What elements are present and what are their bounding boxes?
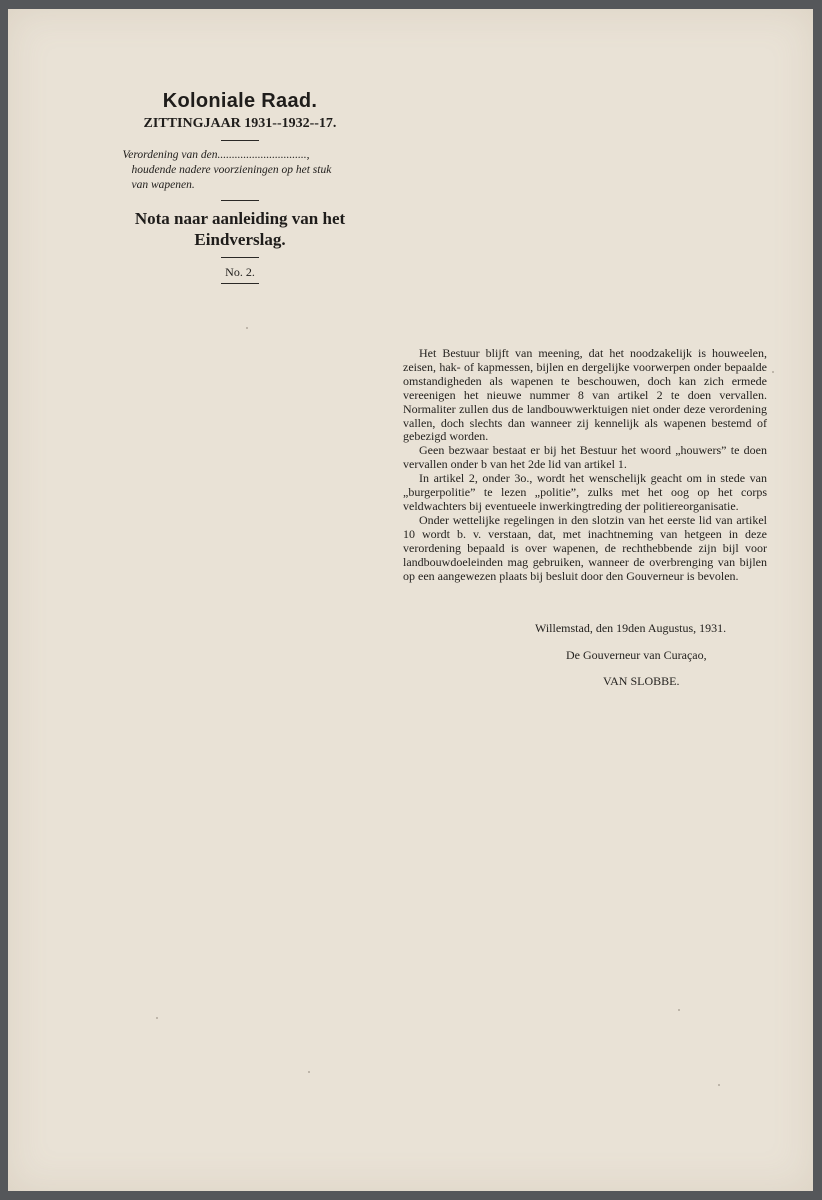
- body-text: [403, 347, 767, 583]
- paragraph: Het Bestuur blijft van meening, dat het noodzakelijk is houweelen, zeisen, hak- of kapmessen, bijlen en dergelijke voorwerpen onder bepaalde omstandigheden als wapenen te beschouwen, doch kan zich ermede vereenigen het nieuwe nummer 8 van artikel 2 te doen vervallen. Normaliter zullen dus de landbouwwerktuigen niet onder deze verordening vallen, doch slechts dan wanneer zij kennelijk als wapenen bestemd of gebezigd worden.: [403, 346, 767, 444]
- divider: [221, 200, 259, 201]
- paper-speck: [156, 1017, 158, 1019]
- document-title-line: Eindverslag.: [194, 230, 286, 249]
- place-date: Willemstad, den 19den Augustus, 1931.: [535, 621, 727, 635]
- document-title: [100, 208, 380, 250]
- document-number: No. 2.: [225, 265, 255, 279]
- document-header: [100, 89, 380, 294]
- session-year: ZITTINGJAAR 1931--1932--17.: [143, 116, 337, 131]
- signatory-title: De Gouverneur van Curaçao,: [566, 648, 707, 662]
- paper-speck: [772, 371, 774, 373]
- divider: [221, 140, 259, 141]
- paragraph: Onder wettelijke regelingen in den slotzin van het eerste lid van artikel 10 wordt b. v. verstaan, dat, met inachtneming van hetgeen in deze verordening bepaald is over wapenen, de rechthebbende zijn bijl voor landbouwdoeleinden mag gebruiken, wanneer de overbrenging van bijlen op een aangewezen plaats bij besluit door den Gouverneur is bevolen.: [403, 512, 767, 583]
- paper-speck: [246, 327, 248, 329]
- paper-speck: [308, 1071, 310, 1073]
- document-page: [8, 9, 813, 1191]
- paragraph: Geen bezwaar bestaat er bij het Bestuur het woord „houwers” te doen vervallen onder b van het 2de lid van artikel 1.: [403, 443, 767, 472]
- divider: [221, 257, 259, 258]
- subject-line: houdende nadere voorzieningen op het stuk: [131, 164, 332, 176]
- subject-line: van wapenen.: [131, 179, 195, 191]
- signatory-name: VAN SLOBBE.: [603, 674, 680, 688]
- subject-text: [108, 148, 373, 193]
- divider: [221, 283, 259, 284]
- paper-speck: [718, 1084, 720, 1086]
- document-title-line: Nota naar aanleiding van het: [134, 209, 346, 228]
- paper-speck: [678, 1009, 680, 1011]
- council-title: Koloniale Raad.: [162, 90, 318, 112]
- subject-line: Verordening van den...............................,: [122, 149, 310, 161]
- paragraph: In artikel 2, onder 3o., wordt het wenschelijk geacht om in stede van „burgerpolitie” te lezen „politie”, zulks met het oog op het corps veldwachters bij eventueele inwerkingtreding der politiereorganisatie.: [403, 471, 767, 513]
